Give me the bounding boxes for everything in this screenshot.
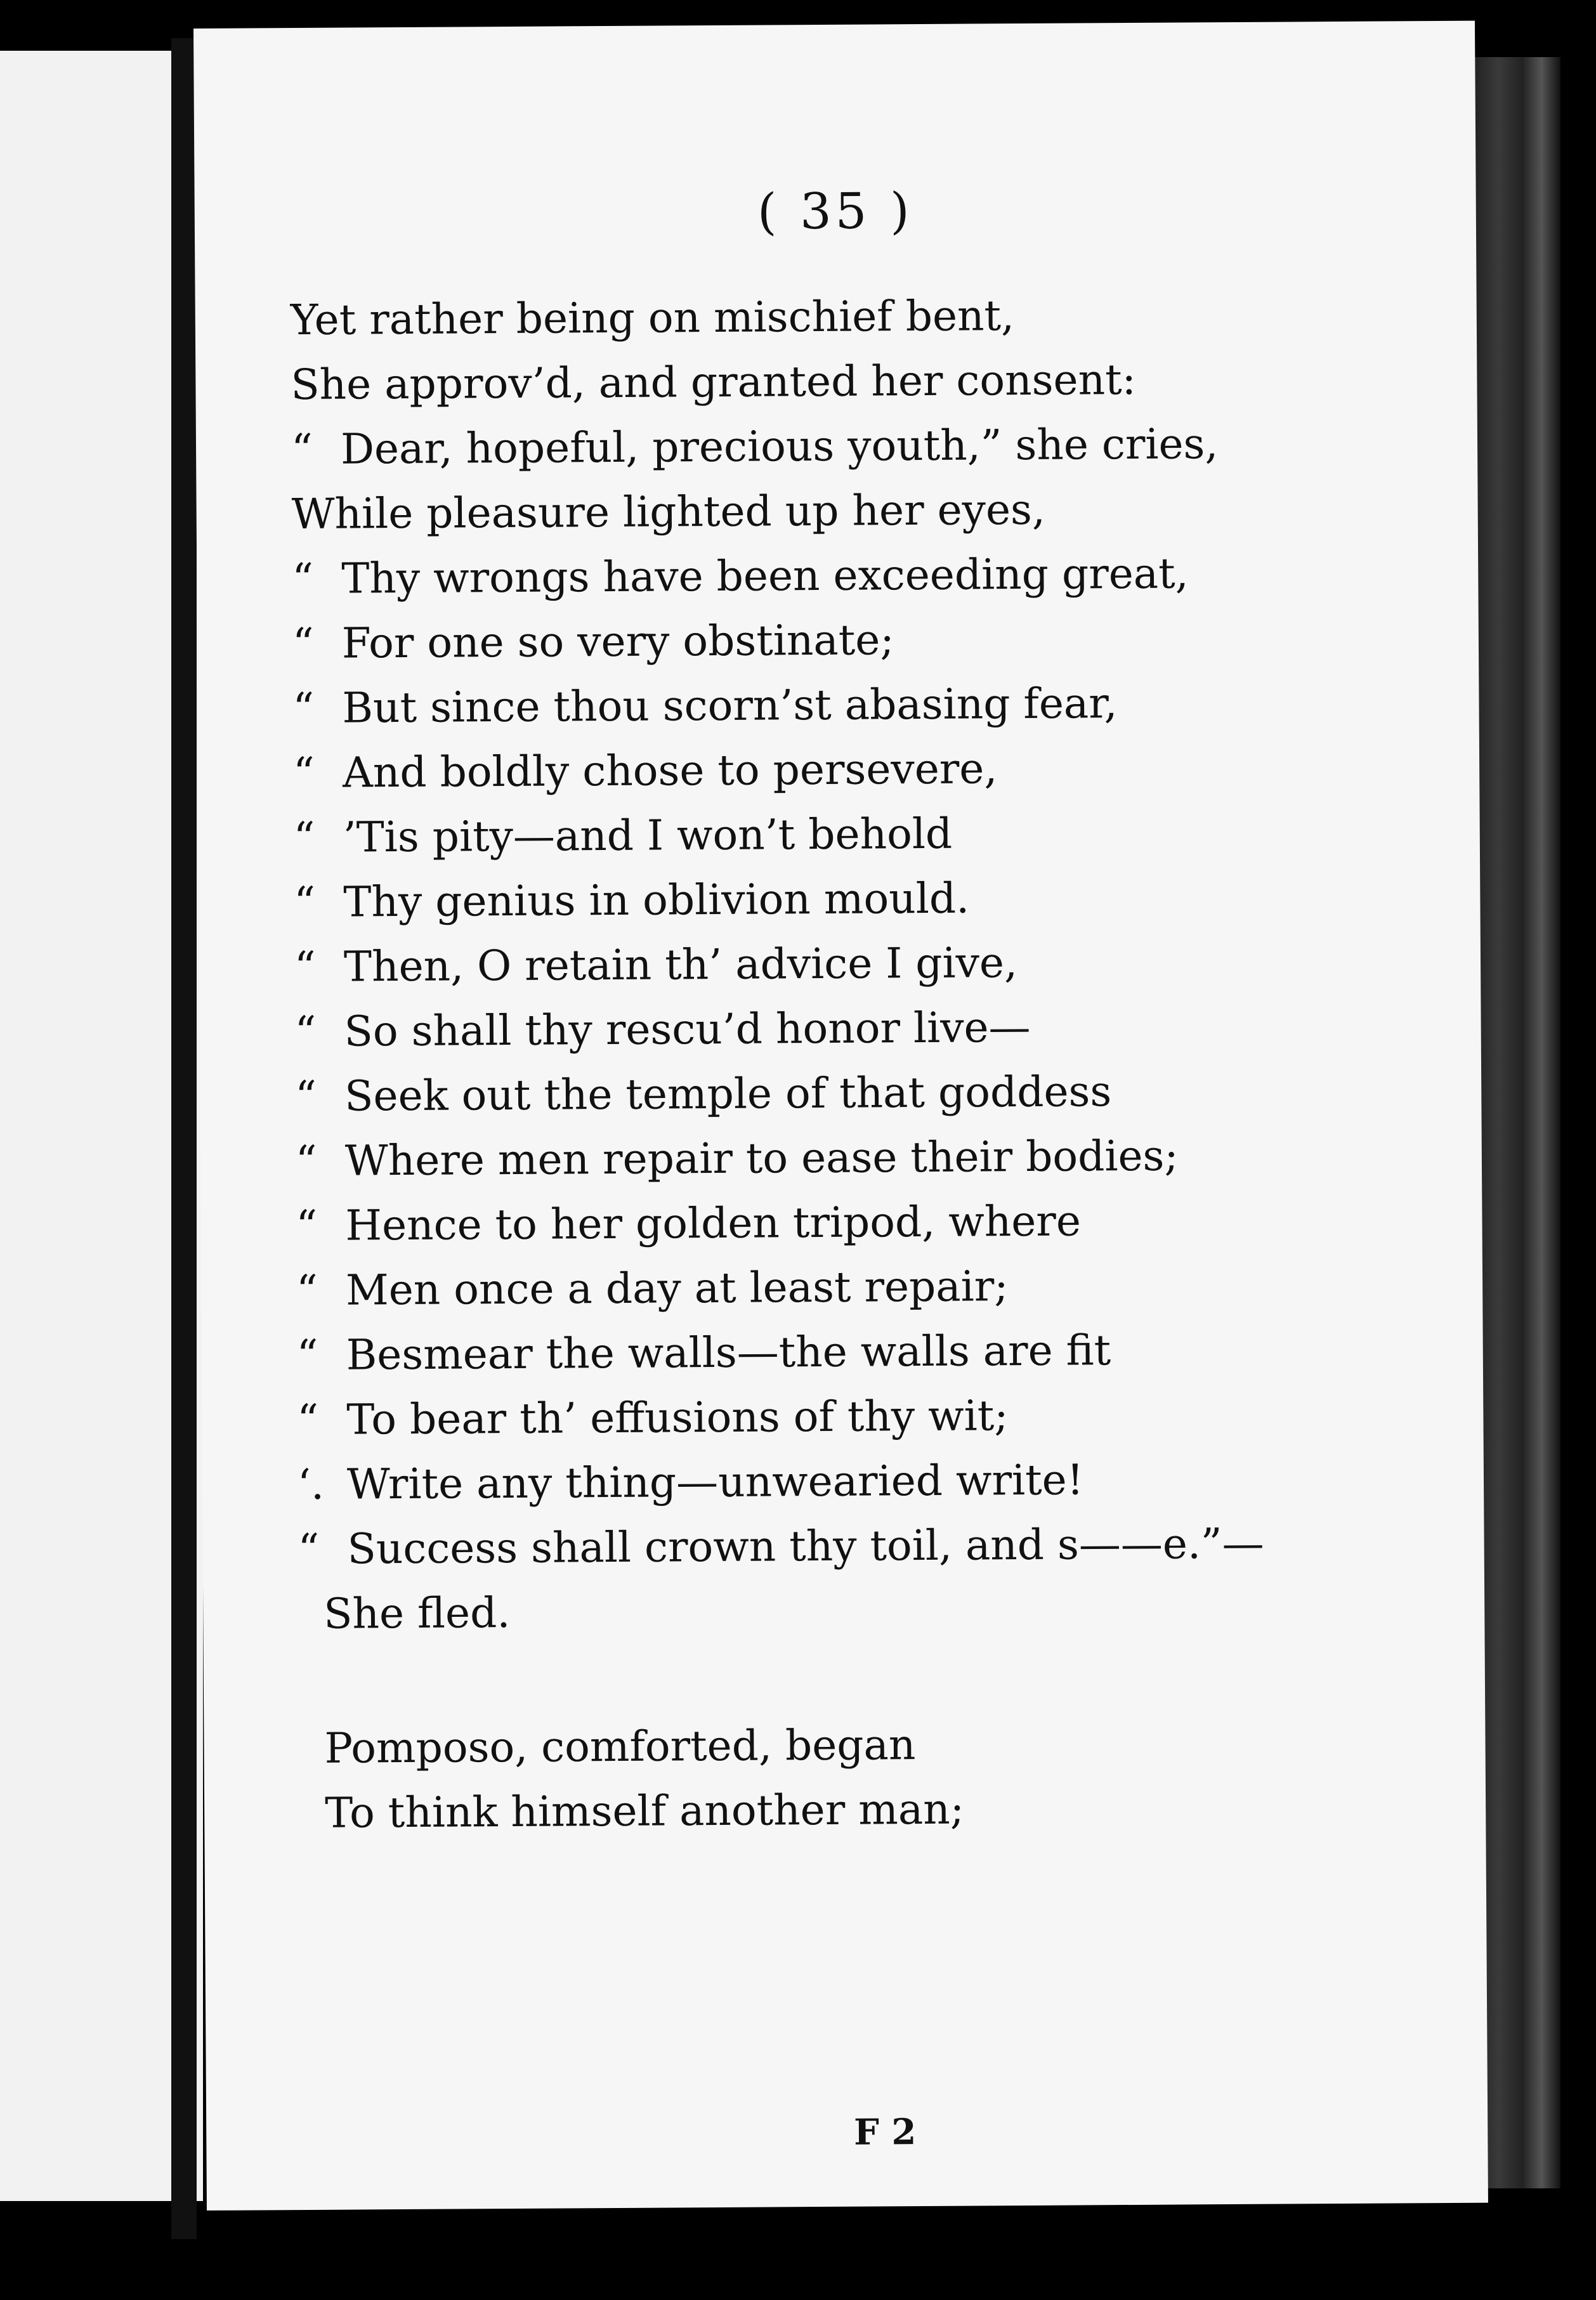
signature-mark: F 2: [853, 2111, 917, 2153]
quote-mark: “: [292, 683, 315, 733]
quote-mark: “: [296, 1330, 318, 1380]
poem-line: [292, 605, 1384, 677]
line-text: Then, O retain th’ advice I give,: [343, 938, 1018, 991]
poem-stanza-2: [299, 1710, 1390, 1846]
poem-line: [292, 670, 1384, 742]
poem-line: [295, 1058, 1387, 1130]
line-text: She fled.: [324, 1588, 511, 1638]
line-text: And boldly chose to persevere,: [342, 744, 998, 797]
poem-line: [291, 346, 1382, 418]
poem-line: [297, 1382, 1389, 1453]
poem-line: [298, 1511, 1389, 1583]
poem-line: [296, 1252, 1388, 1324]
line-text: ’Tis pity—and I won’t behold: [343, 809, 953, 862]
quote-mark: “: [296, 1265, 318, 1316]
poem-stanza-1: [291, 282, 1390, 1647]
line-text: Success shall crown thy toil, and s——e.”—: [347, 1519, 1264, 1574]
poem-line: [294, 993, 1386, 1065]
quote-mark: “: [294, 1007, 317, 1057]
line-text: Yet rather being on mischief bent,: [290, 291, 1015, 345]
poem-line: [291, 476, 1383, 547]
quote-mark: “: [298, 1524, 320, 1574]
line-text: To bear th’ effusions of thy wit;: [346, 1391, 1009, 1444]
poem-line: [291, 282, 1382, 353]
poem-line: [299, 1710, 1390, 1782]
book-gutter: [171, 38, 197, 2239]
line-text: Thy wrongs have been exceeding great,: [341, 549, 1189, 603]
line-text: Where men repair to ease their bodies;: [344, 1131, 1179, 1186]
quote-mark: ‘.: [297, 1460, 325, 1510]
line-text: Pomposo, comforted, began: [324, 1720, 916, 1773]
quote-mark: “: [294, 877, 316, 927]
line-text: She approv’d, and granted her consent:: [291, 355, 1137, 410]
line-text: But since thou scorn’st abasing fear,: [342, 679, 1118, 733]
page-number: ( 35 ): [757, 183, 913, 241]
line-text: Thy genius in oblivion mould.: [343, 873, 970, 927]
line-text: While pleasure lighted up her eyes,: [291, 485, 1046, 539]
line-text: So shall thy rescu’d honor live—: [344, 1002, 1031, 1056]
quote-mark: “: [295, 1071, 317, 1121]
poem-line: [292, 540, 1383, 612]
poem-line: [291, 411, 1383, 483]
line-text: Hence to her golden tripod, where: [345, 1196, 1082, 1250]
quote-mark: “: [292, 748, 315, 798]
poem-line: [294, 864, 1385, 936]
quote-mark: “: [293, 813, 315, 863]
quote-mark: “: [291, 424, 313, 474]
poem-text: [291, 282, 1391, 1846]
poem-line: [296, 1317, 1388, 1388]
line-text: For one so very obstinate;: [341, 615, 894, 668]
quote-mark: “: [292, 554, 314, 604]
poem-line: [293, 735, 1385, 806]
line-text: Dear, hopeful, precious youth,” she cries,: [340, 419, 1219, 474]
book-page: [193, 21, 1488, 2211]
line-text: Seek out the temple of that goddess: [344, 1067, 1112, 1121]
poem-line: [296, 1123, 1387, 1194]
quote-mark: “: [296, 1201, 318, 1251]
poem-line: [298, 1576, 1390, 1647]
quote-mark: “: [295, 1136, 317, 1186]
stanza-break: [299, 1640, 1390, 1717]
poem-line: [293, 799, 1385, 871]
poem-line: [296, 1187, 1387, 1259]
poem-line: [299, 1775, 1391, 1846]
quote-mark: “: [292, 618, 314, 669]
quote-mark: “: [297, 1395, 319, 1445]
poem-line: [298, 1446, 1389, 1518]
quote-mark: “: [294, 942, 317, 992]
poem-line: [294, 929, 1386, 1000]
line-text: Write any thing—unwearied write!: [346, 1455, 1084, 1509]
line-text: To think himself another man;: [324, 1784, 965, 1838]
line-text: Men once a day at least repair;: [345, 1262, 1009, 1315]
line-text: Besmear the walls—the walls are fit: [346, 1326, 1111, 1380]
